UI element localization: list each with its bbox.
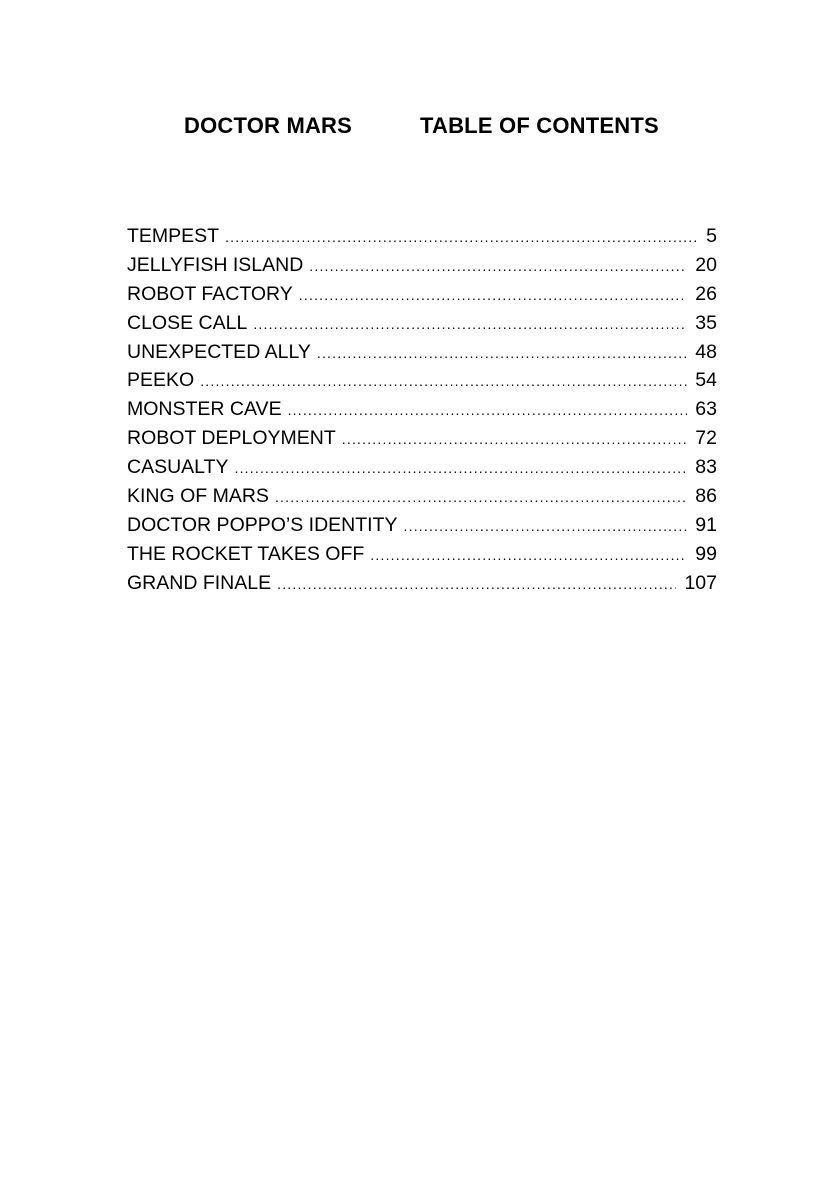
toc-entry-page-number: 20 — [695, 253, 717, 276]
toc-entry — [127, 569, 717, 598]
toc-entry — [127, 424, 717, 453]
page-header — [0, 113, 840, 143]
toc-entry — [127, 309, 717, 338]
dot-leader — [277, 570, 676, 599]
toc-entry-title: UNEXPECTED ALLY — [127, 340, 311, 363]
toc-entry-page-number: 72 — [695, 427, 717, 450]
dot-leader — [235, 454, 688, 483]
toc-entry-page-number: 54 — [695, 369, 717, 392]
toc-entry-page-number: 83 — [695, 456, 717, 479]
toc-entry-page-number: 107 — [684, 571, 717, 594]
toc-entry-page-number: 63 — [695, 398, 717, 421]
toc-entry-page-number: 86 — [695, 485, 717, 508]
toc-entry-title: THE ROCKET TAKES OFF — [127, 542, 365, 565]
dot-leader — [404, 512, 688, 541]
toc-entry-title: ROBOT DEPLOYMENT — [127, 427, 336, 450]
book-title: DOCTOR MARS — [184, 113, 353, 138]
toc-entry-page-number: 48 — [695, 340, 717, 363]
dot-leader — [342, 425, 688, 454]
toc-heading: TABLE OF CONTENTS — [420, 113, 659, 138]
toc-entry-title: ROBOT FACTORY — [127, 282, 293, 305]
toc-entry-title: PEEKO — [127, 369, 195, 392]
toc-entry-page-number: 35 — [695, 311, 717, 334]
toc-entry-title: DOCTOR POPPO’S IDENTITY — [127, 513, 398, 536]
toc-entry-page-number: 5 — [706, 225, 717, 247]
table-of-contents — [127, 222, 717, 598]
toc-entry — [127, 338, 717, 367]
toc-entry-page-number: 99 — [695, 542, 717, 565]
toc-entry-title: GRAND FINALE — [127, 571, 272, 594]
dot-leader — [317, 339, 687, 368]
toc-entry — [127, 482, 717, 511]
toc-entry-title: KING OF MARS — [127, 485, 269, 508]
toc-entry-title: CLOSE CALL — [127, 311, 248, 334]
dot-leader — [200, 367, 687, 396]
toc-entry-page-number: 26 — [695, 282, 717, 305]
dot-leader — [275, 483, 687, 512]
toc-entry — [127, 366, 717, 395]
dot-leader — [288, 396, 688, 425]
toc-entry — [127, 222, 717, 251]
toc-entry — [127, 280, 717, 309]
dot-leader — [309, 252, 687, 281]
dot-leader — [253, 310, 687, 339]
toc-entry — [127, 251, 717, 280]
toc-entry — [127, 395, 717, 424]
toc-entry-title: JELLYFISH ISLAND — [127, 253, 304, 276]
toc-entry-title: TEMPEST — [127, 225, 220, 247]
toc-entry-page-number: 91 — [695, 513, 717, 536]
toc-entry-title: CASUALTY — [127, 456, 229, 479]
toc-entry — [127, 511, 717, 540]
toc-entry — [127, 540, 717, 569]
dot-leader — [370, 541, 687, 570]
dot-leader — [225, 223, 698, 252]
toc-entry — [127, 453, 717, 482]
dot-leader — [299, 281, 688, 310]
toc-entry-title: MONSTER CAVE — [127, 398, 282, 421]
